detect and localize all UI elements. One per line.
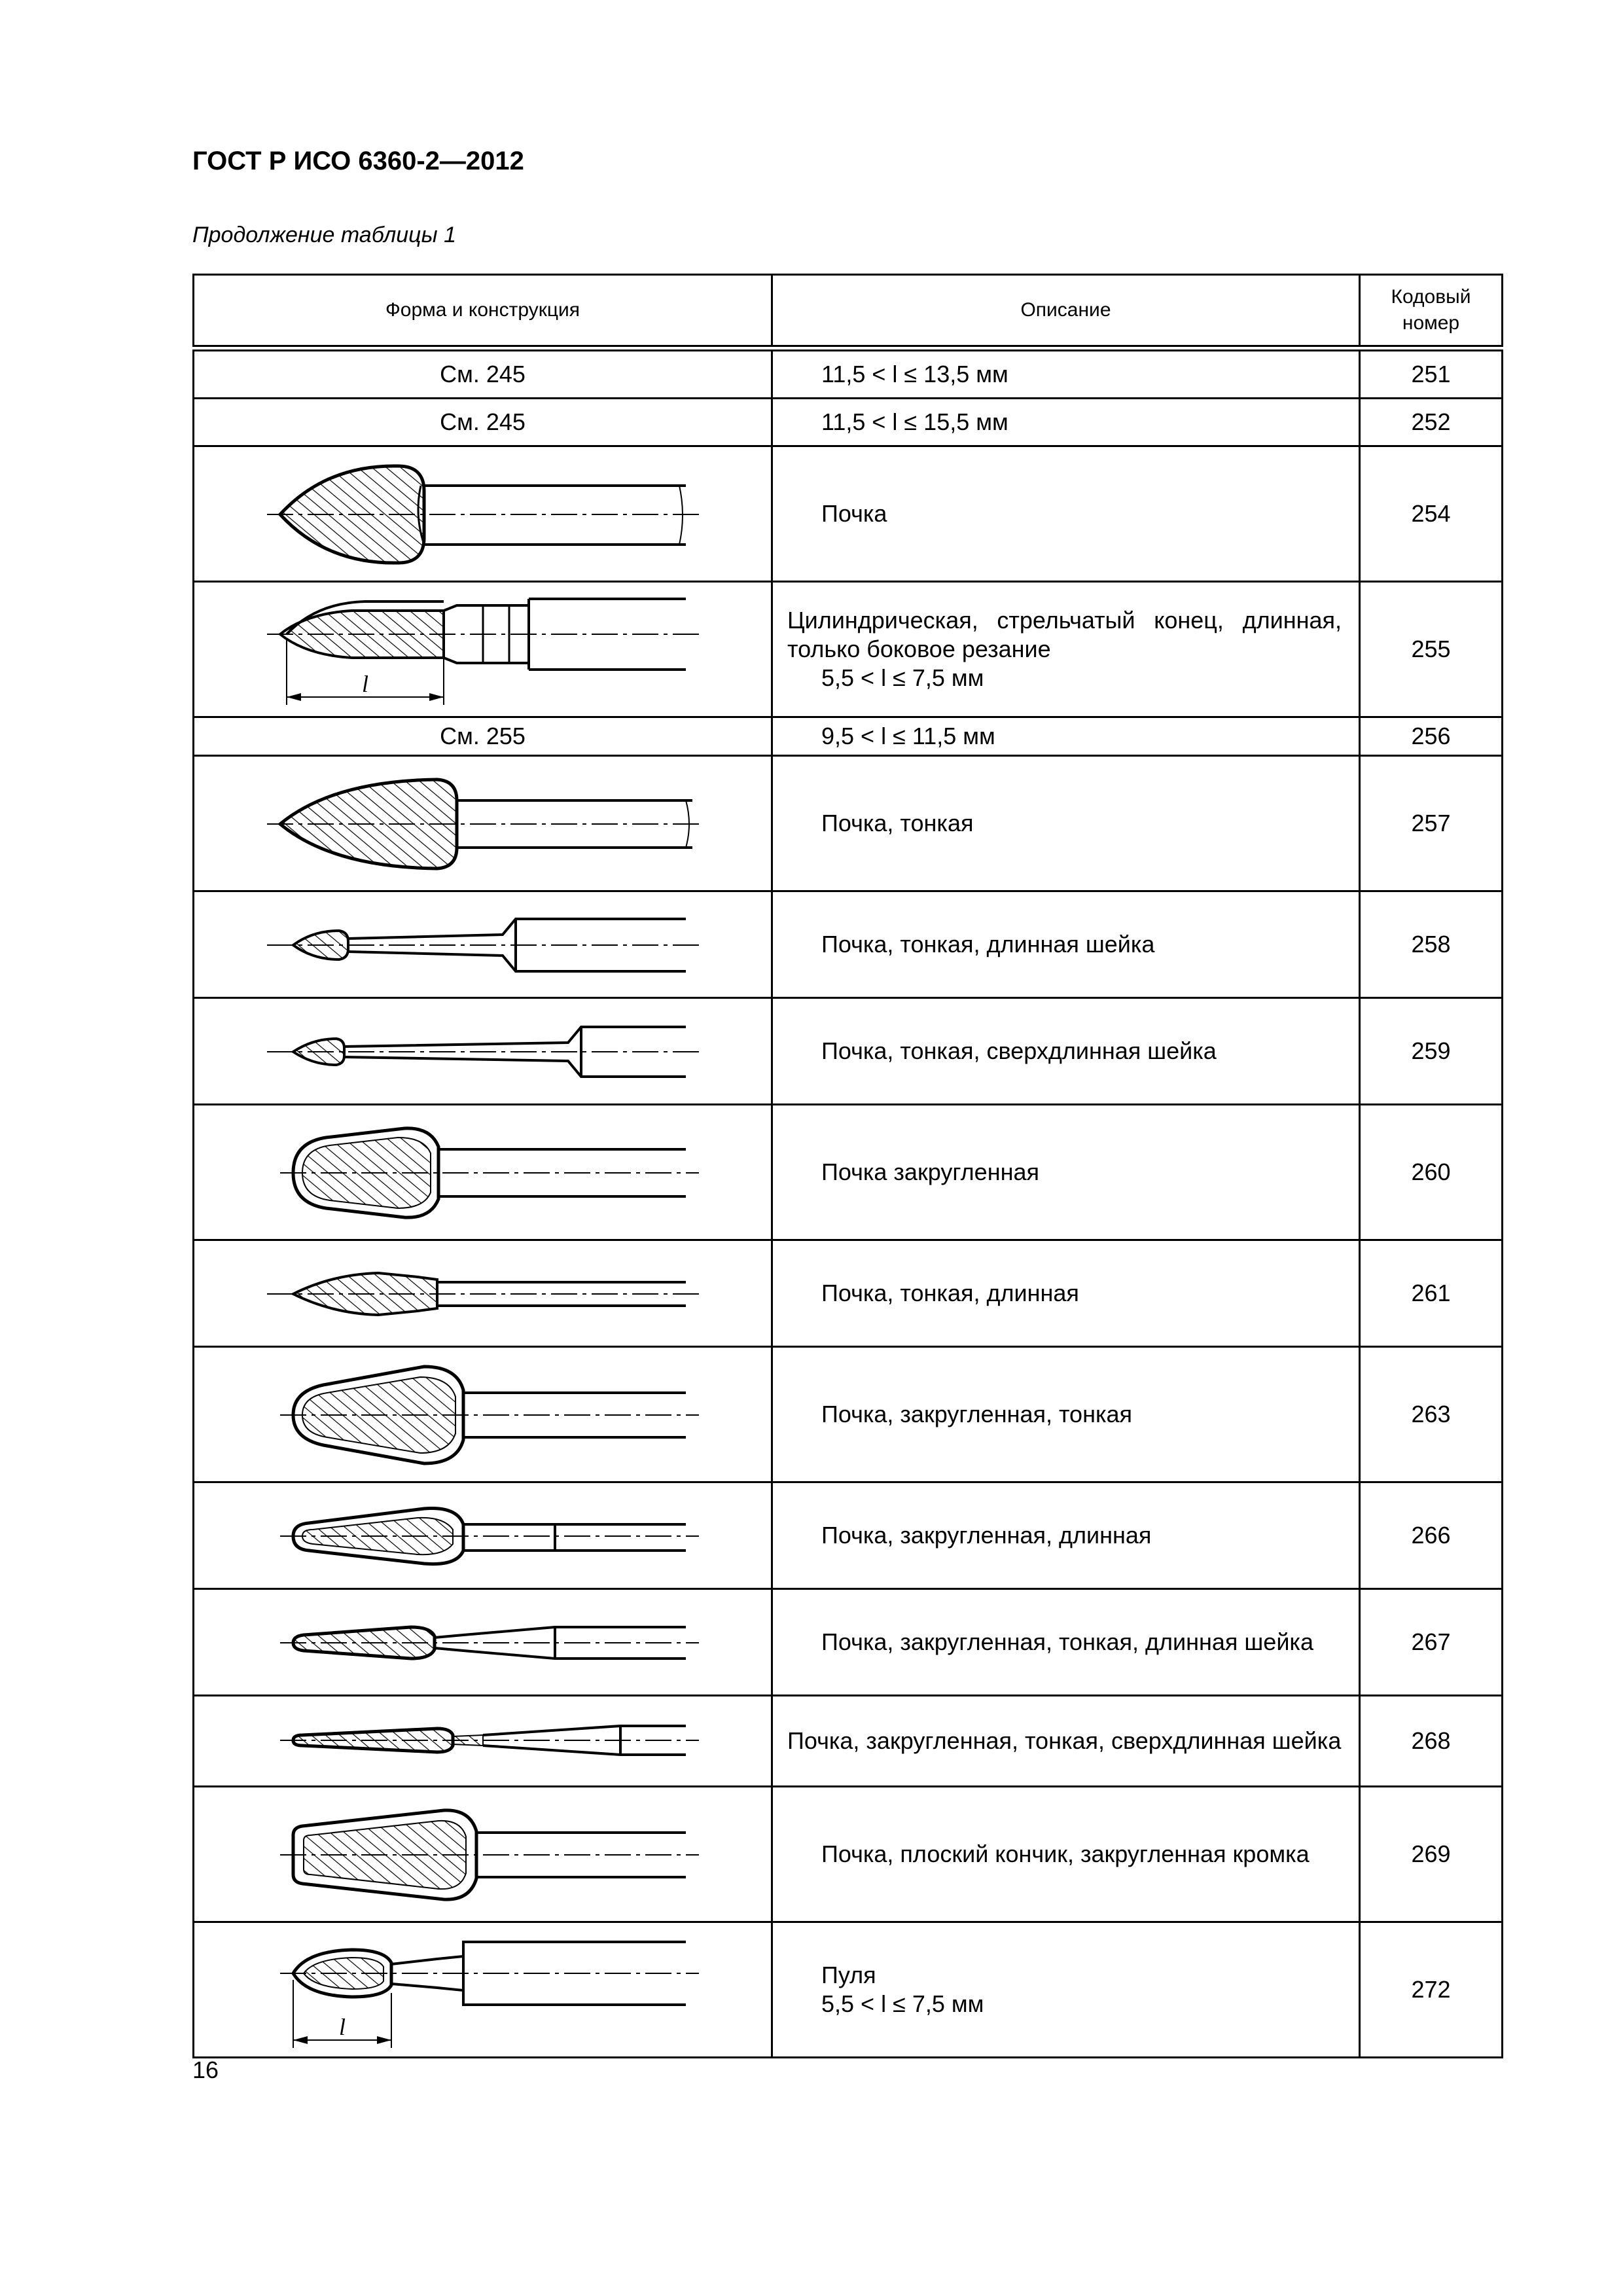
code-number: 261 xyxy=(1360,1240,1503,1347)
description: Почка, закругленная, тонкая, сверхдлинная шейка xyxy=(772,1696,1360,1787)
shape-figure xyxy=(194,1347,772,1482)
burr-shapes-table xyxy=(192,274,1503,2058)
bullet-burr-icon xyxy=(267,1928,699,2052)
shape-reference: См. 245 xyxy=(194,399,772,446)
rounded-thin-long-neck-burr-icon xyxy=(267,1593,699,1691)
description: Почка, тонкая, длинная xyxy=(772,1240,1360,1347)
description: Почка xyxy=(772,446,1360,582)
description: 11,5 < l ≤ 15,5 мм xyxy=(772,399,1360,446)
shape-figure xyxy=(194,446,772,582)
shape-figure xyxy=(194,1696,772,1787)
code-number: 259 xyxy=(1360,998,1503,1105)
table-row xyxy=(194,399,1503,446)
column-header-description: Описание xyxy=(772,275,1360,349)
code-number: 254 xyxy=(1360,446,1503,582)
description: Почка, тонкая xyxy=(772,756,1360,891)
code-number: 260 xyxy=(1360,1105,1503,1240)
table-continuation-caption: Продолжение таблицы 1 xyxy=(192,223,456,247)
table-row xyxy=(194,446,1503,582)
table-row xyxy=(194,1696,1503,1787)
shape-figure xyxy=(194,891,772,998)
shape-figure xyxy=(194,1482,772,1589)
table-row xyxy=(194,1105,1503,1240)
table-row xyxy=(194,1922,1503,2058)
column-header-code: Кодовый номер xyxy=(1360,275,1503,349)
table-row xyxy=(194,1589,1503,1696)
shape-figure xyxy=(194,756,772,891)
bud-burr-icon xyxy=(267,452,699,576)
table-header-row xyxy=(194,275,1503,349)
description-text: Цилиндрическая, стрельчатый конец, длинная, только боковое резание xyxy=(787,607,1342,662)
thin-bud-extra-long-neck-burr-icon xyxy=(267,1002,699,1100)
description: Почка, тонкая, сверхдлинная шейка xyxy=(772,998,1360,1105)
thin-long-bud-burr-icon xyxy=(267,1244,699,1342)
description: Почка, тонкая, длинная шейка xyxy=(772,891,1360,998)
dimension-label: l xyxy=(361,671,368,697)
rounded-thin-extra-long-neck-burr-icon xyxy=(267,1698,699,1784)
rounded-thin-bud-burr-icon xyxy=(267,1352,699,1477)
table-row xyxy=(194,756,1503,891)
shape-figure xyxy=(194,1105,772,1240)
description: 9,5 < l ≤ 11,5 мм xyxy=(772,717,1360,756)
description: 11,5 < l ≤ 13,5 мм xyxy=(772,348,1360,399)
table-row xyxy=(194,582,1503,717)
column-header-shape: Форма и конструкция xyxy=(194,275,772,349)
code-number: 272 xyxy=(1360,1922,1503,2058)
code-number: 251 xyxy=(1360,348,1503,399)
description: Почка закругленная xyxy=(772,1105,1360,1240)
page-number: 16 xyxy=(192,2056,219,2083)
code-number: 252 xyxy=(1360,399,1503,446)
shape-figure xyxy=(194,998,772,1105)
dimension-label: l xyxy=(338,2014,346,2040)
shape-figure xyxy=(194,1787,772,1922)
code-number: 258 xyxy=(1360,891,1503,998)
code-number: 267 xyxy=(1360,1589,1503,1696)
code-number: 256 xyxy=(1360,717,1503,756)
thin-bud-long-neck-burr-icon xyxy=(267,895,699,994)
code-number: 266 xyxy=(1360,1482,1503,1589)
table-row xyxy=(194,998,1503,1105)
rounded-bud-burr-icon xyxy=(267,1110,699,1234)
cylindrical-pointed-burr-icon xyxy=(267,587,699,711)
description: Почка, закругленная, тонкая, длинная шейка xyxy=(772,1589,1360,1696)
document-title: ГОСТ Р ИСО 6360-2—2012 xyxy=(192,147,524,175)
table-row xyxy=(194,717,1503,756)
table-row xyxy=(194,1482,1503,1589)
code-number: 263 xyxy=(1360,1347,1503,1482)
shape-figure xyxy=(194,582,772,717)
description-dimension: 5,5 < l ≤ 7,5 мм xyxy=(821,1990,984,2017)
description-text: Пуля xyxy=(821,1962,876,1988)
code-number: 268 xyxy=(1360,1696,1503,1787)
description: Почка, закругленная, длинная xyxy=(772,1482,1360,1589)
table-row xyxy=(194,1240,1503,1347)
table-row xyxy=(194,348,1503,399)
description: Почка, плоский кончик, закругленная кромка xyxy=(772,1787,1360,1922)
code-number: 269 xyxy=(1360,1787,1503,1922)
rounded-long-bud-burr-icon xyxy=(267,1486,699,1585)
flat-tip-rounded-edge-burr-icon xyxy=(267,1792,699,1916)
table-row xyxy=(194,891,1503,998)
description xyxy=(772,1922,1360,2058)
description xyxy=(772,582,1360,717)
description-dimension: 5,5 < l ≤ 7,5 мм xyxy=(821,664,984,691)
code-number: 257 xyxy=(1360,756,1503,891)
description: Почка, закругленная, тонкая xyxy=(772,1347,1360,1482)
shape-reference: См. 255 xyxy=(194,717,772,756)
table-row xyxy=(194,1347,1503,1482)
code-number: 255 xyxy=(1360,582,1503,717)
shape-figure xyxy=(194,1240,772,1347)
shape-reference: См. 245 xyxy=(194,348,772,399)
shape-figure xyxy=(194,1589,772,1696)
table-row xyxy=(194,1787,1503,1922)
thin-bud-burr-icon xyxy=(267,761,699,886)
shape-figure xyxy=(194,1922,772,2058)
